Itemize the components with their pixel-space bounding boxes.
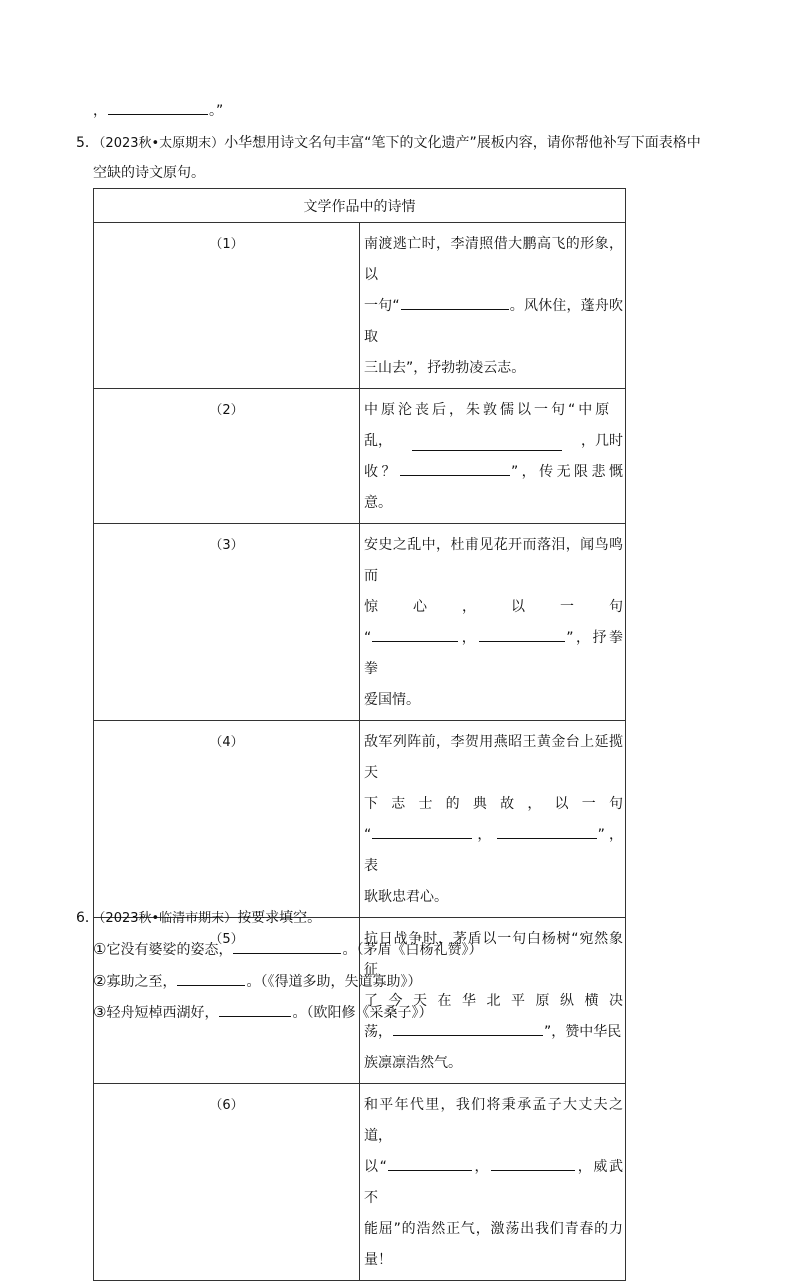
answer-blank[interactable] — [219, 1002, 291, 1017]
row-label: （5） — [94, 918, 360, 1084]
item-source: 。（欧阳修《采桑子》） — [292, 1005, 433, 1021]
text-segment: 一句“ — [364, 298, 400, 314]
text-segment: 收？ — [364, 464, 399, 480]
poetry-table — [93, 188, 626, 1281]
row-text-line — [364, 291, 623, 353]
answer-blank[interactable] — [497, 824, 597, 839]
answer-blank[interactable] — [177, 971, 245, 986]
text-char: 纵 — [560, 993, 574, 1009]
text-char: 下 — [364, 796, 378, 812]
period-text: 。” — [209, 103, 224, 119]
row-text-line: 南渡逃亡时，李清照借大鹏高飞的形象，以 — [364, 236, 623, 283]
row-text-line: 和平年代里，我们将秉承孟子大丈夫之道， — [364, 1097, 623, 1144]
row-text-line — [364, 457, 623, 519]
answer-blank[interactable] — [400, 461, 510, 476]
text-segment: ”，传无限悲慨意。 — [364, 464, 623, 511]
text-char: 以 — [554, 796, 569, 812]
row-text-line: 敌军列阵前，李贺用燕昭王黄金台上延揽天 — [364, 734, 623, 781]
question-prompt: 小华想用诗文名句丰富“笔下的文化遗产”展板内容，请你帮他补写下面表格中 — [224, 135, 701, 151]
text-char: 以 — [511, 599, 525, 615]
text-segment: 以“ — [364, 1159, 387, 1175]
text-char: 今 — [388, 993, 403, 1009]
answer-blank[interactable] — [233, 939, 341, 954]
item-marker: ③ — [93, 1003, 107, 1021]
text-char: 横 — [584, 993, 599, 1009]
text-char: 的 — [445, 796, 460, 812]
row-text-line — [364, 623, 623, 685]
row-text-line: 安史之乱中，杜甫见花开而落泪，闻鸟鸣而 — [364, 537, 623, 584]
text-char: 北 — [486, 993, 501, 1009]
row-text-line — [364, 1152, 623, 1214]
row-text-line: 爱国情。 — [364, 692, 420, 708]
answer-blank[interactable] — [372, 824, 472, 839]
row-text-line: 三山去”，抒勃勃凌云志。 — [364, 360, 526, 376]
question-5-line-2: 空缺的诗文原句。 — [93, 165, 205, 181]
row-text-line: 抗日战争时，茅盾以一句白杨树“宛然象征 — [364, 931, 623, 978]
text-char: 志 — [391, 796, 406, 812]
text-segment: 。风休住，蓬舟吹取 — [364, 298, 623, 345]
text-char: 士 — [418, 796, 433, 812]
row-text-line — [364, 820, 623, 882]
question-number: 5． — [76, 135, 99, 151]
item-prompt: 寡助之至， — [106, 974, 177, 990]
text-char: ， — [527, 796, 542, 812]
row-label: （2） — [94, 389, 360, 524]
question-prompt: 按要求填空。 — [237, 910, 322, 926]
text-segment: 乱， — [364, 433, 392, 449]
list-item — [93, 939, 482, 960]
text-char: 一 — [581, 796, 596, 812]
answer-blank[interactable] — [412, 436, 562, 451]
text-char: ， — [462, 599, 476, 615]
text-char: 典 — [472, 796, 487, 812]
row-text — [360, 721, 626, 918]
text-segment: ， — [472, 1159, 491, 1175]
text-char: 心 — [413, 599, 427, 615]
row-text — [360, 223, 626, 389]
row-text — [360, 1084, 626, 1281]
item-marker: ② — [93, 972, 107, 990]
row-text-line — [364, 789, 623, 820]
row-text — [360, 389, 626, 524]
row-text — [360, 524, 626, 721]
text-segment: ”，表 — [364, 827, 623, 874]
text-segment: 荡， — [364, 1024, 392, 1040]
text-char: 惊 — [364, 599, 378, 615]
item-prompt: 轻舟短棹西湖好， — [106, 1005, 219, 1021]
row-label: （4） — [94, 721, 360, 918]
row-text-line: 族凛凛浩然气。 — [364, 1055, 462, 1071]
comma-text: ， — [93, 103, 107, 119]
row-label: （3） — [94, 524, 360, 721]
answer-blank[interactable] — [479, 627, 565, 642]
text-segment: ”，赞中华民 — [544, 1024, 622, 1040]
answer-blank[interactable] — [388, 1156, 472, 1171]
text-segment: ， — [473, 827, 496, 843]
row-label: （1） — [94, 223, 360, 389]
question-number: 6． — [76, 910, 99, 926]
text-char: 原 — [535, 993, 550, 1009]
answer-blank[interactable] — [108, 100, 208, 115]
question-5-line-1 — [76, 133, 701, 154]
text-char: 在 — [437, 993, 452, 1009]
table-row — [94, 721, 626, 918]
table-row — [94, 223, 626, 389]
item-marker: ① — [93, 940, 107, 958]
item-prompt: 它没有婆娑的姿态， — [106, 942, 233, 958]
list-item — [93, 1002, 432, 1023]
question-source: （2023秋•临清市期末） — [98, 911, 238, 926]
item-source: 。（茅盾《白杨礼赞》） — [342, 942, 483, 958]
question-6-line — [76, 908, 321, 929]
text-segment: “ — [364, 630, 372, 646]
text-char: 句 — [609, 599, 623, 615]
text-segment: ， — [459, 630, 479, 646]
table-row — [94, 1084, 626, 1281]
question-source: （2023秋•太原期末） — [98, 136, 225, 151]
row-text-line — [364, 426, 623, 457]
answer-blank[interactable] — [401, 295, 509, 310]
text-char: 决 — [609, 993, 623, 1009]
text-segment: ”，抒拳拳 — [364, 630, 623, 677]
text-segment: “ — [364, 827, 372, 843]
row-label: （6） — [94, 1084, 360, 1281]
row-text-line: 中原沦丧后，朱敦儒以一句“中原 — [364, 402, 613, 418]
list-item — [93, 971, 421, 992]
text-char: 了 — [364, 993, 378, 1009]
item-source: 。（《得道多助，失道寡助》） — [246, 974, 422, 990]
row-text-line — [364, 592, 623, 623]
previous-answer-tail — [93, 100, 223, 121]
answer-blank[interactable] — [372, 627, 458, 642]
text-char: 句 — [608, 796, 623, 812]
table-title: 文学作品中的诗情 — [94, 189, 626, 223]
answer-blank[interactable] — [491, 1156, 575, 1171]
text-char: 故 — [500, 796, 515, 812]
table-row — [94, 389, 626, 524]
text-char: 一 — [560, 599, 574, 615]
text-char: 天 — [413, 993, 427, 1009]
answer-blank[interactable] — [393, 1021, 543, 1036]
table-row — [94, 524, 626, 721]
row-text-line: 能屈”的浩然正气，激荡出我们青春的力量！ — [364, 1221, 623, 1268]
text-char: 平 — [511, 993, 525, 1009]
text-char: 华 — [462, 993, 476, 1009]
text-segment: ，几时 — [581, 433, 623, 449]
row-text-line: 耿耿忠君心。 — [364, 889, 448, 905]
text-segment: ，威武不 — [364, 1159, 624, 1206]
